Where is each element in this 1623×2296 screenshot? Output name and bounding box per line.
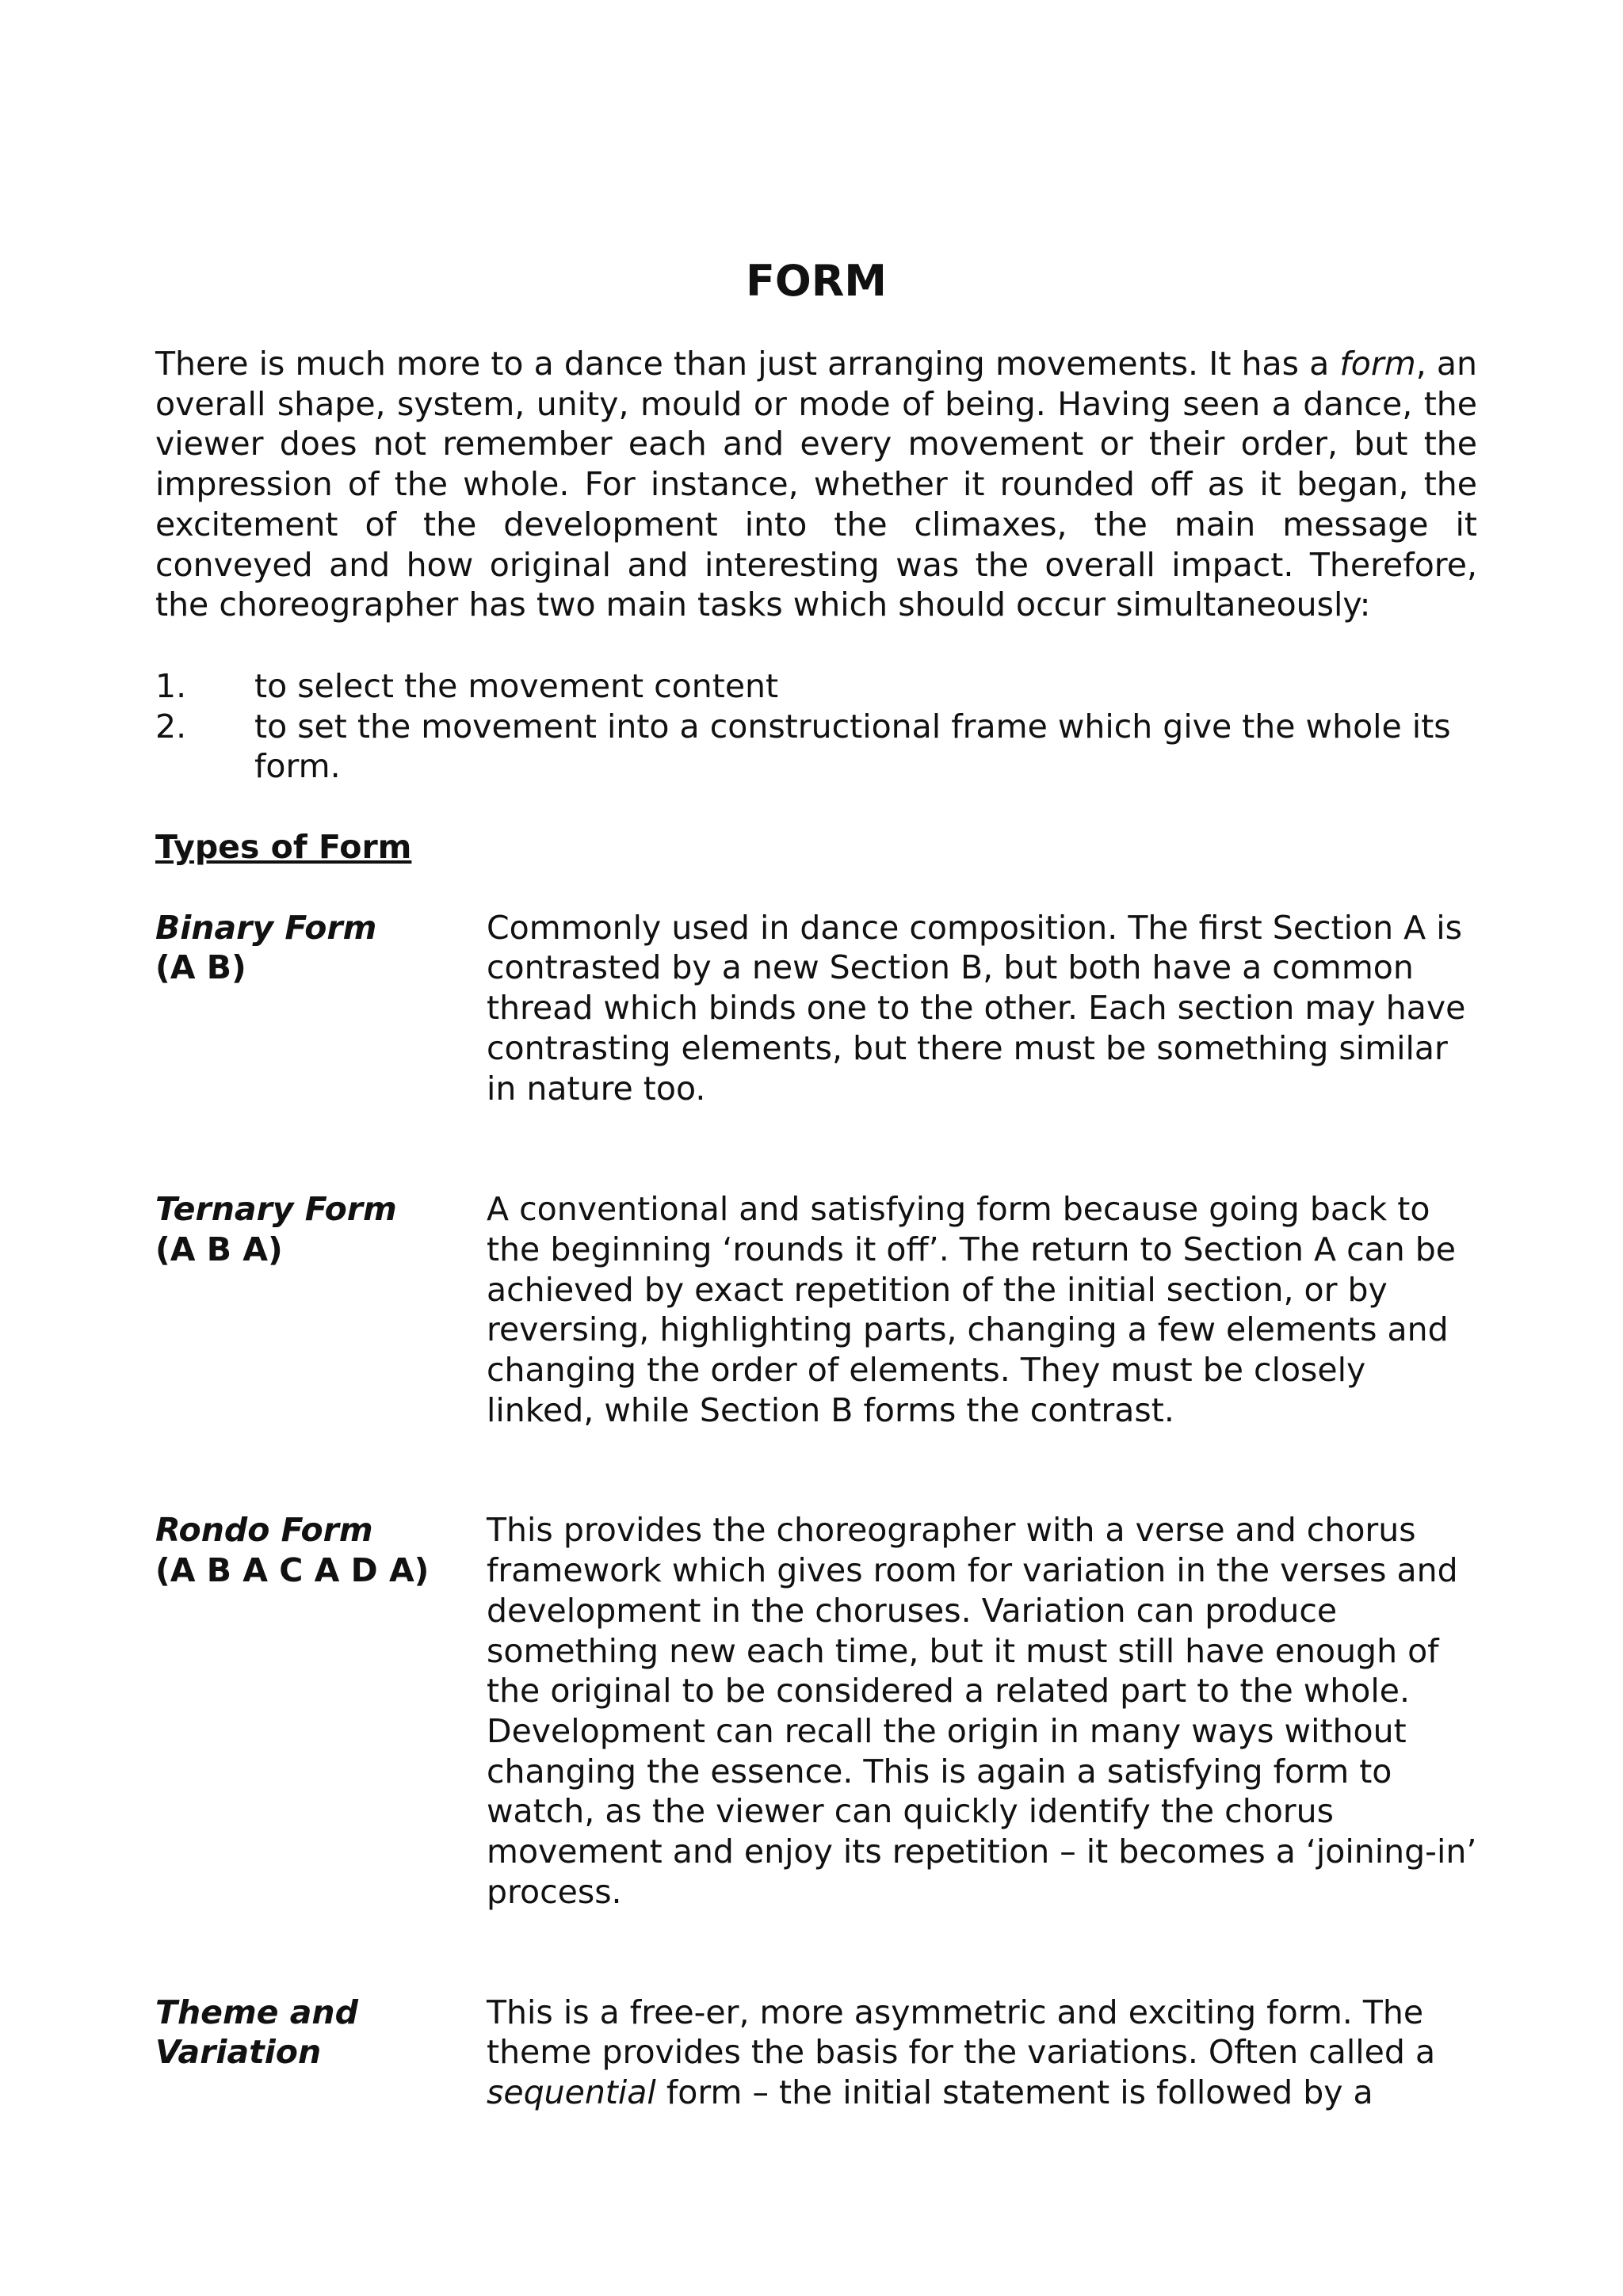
- form-entry-theme-and-variation: [155, 1993, 1477, 2113]
- task-number: 1.: [155, 666, 187, 705]
- desc-emphasis-sequential: sequential: [487, 2073, 656, 2111]
- task-item-1: [155, 666, 1477, 707]
- form-term: [155, 1993, 487, 2073]
- task-item-2: [155, 707, 1477, 787]
- form-term: [155, 1189, 487, 1269]
- form-name-line-2: Variation: [155, 2033, 322, 2072]
- form-entry-rondo: [155, 1510, 1477, 1912]
- form-pattern: (A B A): [155, 1230, 283, 1268]
- form-term: [155, 908, 487, 988]
- form-description: [487, 1993, 1477, 2113]
- intro-paragraph: [155, 344, 1477, 625]
- form-name-line-1: Theme and: [155, 1993, 358, 2031]
- task-number: 2.: [155, 707, 187, 746]
- desc-text-start: This is a free-er, more asymmetric and exciting form. The theme provides the basis for the variations. Often called a: [487, 1993, 1436, 2072]
- form-description: This provides the choreographer with a verse and chorus framework which gives room for variation in the verses and development in the choruses. Variation can produce something new each time, but it must still have enough of the original to be considered a related part to the whole. Development can recall the origin in many ways without changing the essence. This is again a satisfying form to watch, as the viewer can quickly identify the chorus movement and enjoy its repetition – it becomes a ‘joining-in’ process.: [487, 1511, 1477, 1911]
- form-name: Ternary Form: [155, 1190, 397, 1229]
- desc-text-rest: form – the initial statement is followed by a: [655, 2073, 1373, 2111]
- intro-emphasis-form: form: [1339, 345, 1416, 383]
- form-pattern: (A B): [155, 948, 246, 987]
- intro-text-rest: , an overall shape, system, unity, mould or mode of being. Having seen a dance, the viewer does not remember each and every movement or their order, but the impression of the whole. For instance, whether it rounded off as it began, the excitement of the development into the climaxes, the main message it conveyed and how original and interesting was the overall impact. Therefore, the choreographer has two main tasks which should occur simultaneously:: [155, 345, 1477, 624]
- form-entry-binary: [155, 908, 1477, 1109]
- intro-text-start: There is much more to a dance than just arranging movements. It has a: [155, 345, 1340, 383]
- page-title: FORM: [745, 256, 888, 306]
- types-of-form-heading: Types of Form: [155, 828, 412, 867]
- document-page: [155, 254, 1477, 2113]
- task-list: [155, 666, 1477, 787]
- form-term: [155, 1510, 487, 1590]
- form-description: Commonly used in dance composition. The first Section A is contrasted by a new Section B, but both have a common thread which binds one to the other. Each section may have contrasting elements, but there must be something similar in nature too.: [487, 908, 1466, 1108]
- task-text: to set the movement into a constructional frame which give the whole its form.: [254, 707, 1451, 786]
- form-pattern: (A B A C A D A): [155, 1551, 430, 1590]
- form-entry-ternary: [155, 1189, 1477, 1430]
- form-description: A conventional and satisfying form because going back to the beginning ‘rounds it off’. The return to Section A can be achieved by exact repetition of the initial section, or by reversing, highlighting parts, changing a few elements and changing the order of elements. They must be closely linked, while Section B forms the contrast.: [487, 1190, 1457, 1429]
- form-name: Binary Form: [155, 908, 377, 947]
- task-text: to select the movement content: [254, 666, 779, 705]
- form-name: Rondo Form: [155, 1511, 373, 1550]
